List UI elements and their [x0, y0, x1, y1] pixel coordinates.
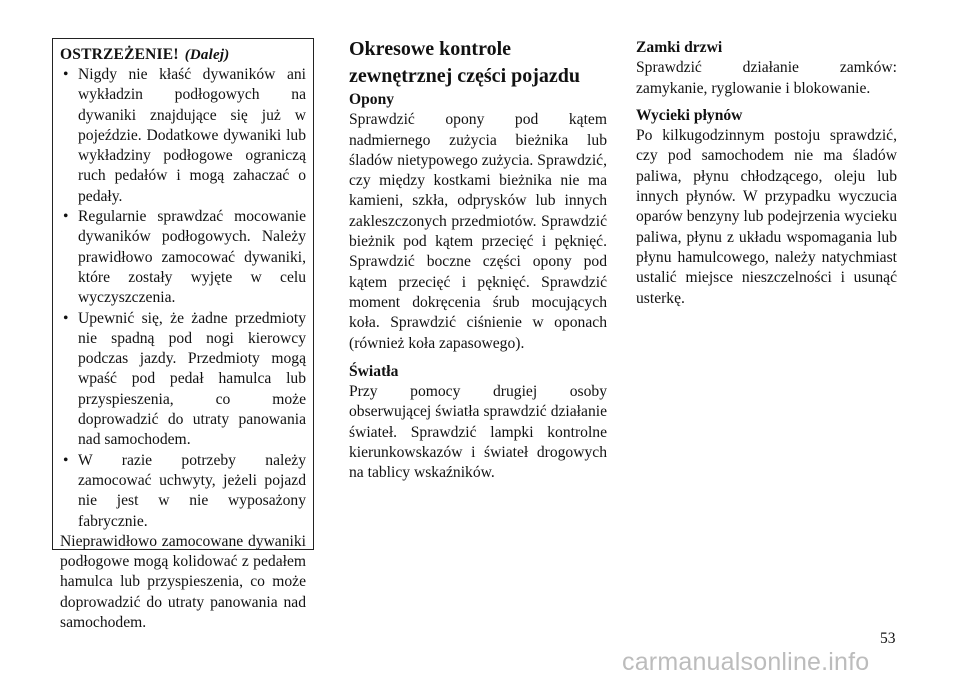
watermark: carmanualsonline.info [622, 648, 870, 676]
locks-heading: Zamki drzwi [636, 39, 723, 56]
warning-bullet: • Nigdy nie kłaść dywaników ani wykładzin podłogowych na dywaniki znajdujące się już w pojeździe. Dodatkowe dywaniki lub wykładziny podłogowe ograniczą ruch pedałów i mogą zahaczać o pedały. [60, 65, 306, 207]
page-number: 53 [880, 630, 896, 647]
warning-bullet: • Regularnie sprawdzać mocowanie dywaników podłogowych. Należy prawidłowo zamocować dywaniki, które zostały wyjęte w celu wyczyszczenia. [60, 207, 306, 308]
warning-closing: Nieprawidłowo zamocowane dywaniki podłogowe mogą kolidować z pedałem hamulca lub przyspieszenia, co może doprowadzić do utraty panowania nad samochodem. [60, 532, 306, 632]
warning-continued: (Dalej) [184, 47, 230, 63]
warning-bullet: • Upewnić się, że żadne przedmioty nie spadną pod nogi kierowcy podczas jazdy. Przedmioty mogą wpaść pod pedał hamulca lub przyspieszenia, co może doprowadzić do utraty panowania nad samochodem. [60, 309, 306, 451]
leaks-text: Po kilkugodzinnym postoju sprawdzić, czy pod samochodem nie ma śladów paliwa, płynu chłodzącego, oleju lub innych płynów. W przypadku wyczucia oparów benzyny lub podejrzenia wycieku paliwa, płynu z układu wspomagania lub płynu hamulcowego, należy natychmiast ustalić miejsce nieszczelności i usunąć usterkę. [636, 127, 897, 307]
lights-heading: Światła [349, 362, 399, 380]
leaks-heading: Wycieki płynów [636, 106, 743, 124]
warning-bullet: • W razie potrzeby należy zamocować uchwyty, jeżeli pojazd nie jest w nie wyposażony fabrycznie. [60, 451, 306, 532]
warning-box [52, 38, 314, 632]
section-title-line1: Okresowe kontrole [349, 38, 512, 60]
tires-text: Sprawdzić opony pod kątem nadmiernego zużycia bieżnika lub śladów nietypowego zużycia. Sprawdzić, czy między kostkami bieżnika nie ma kamieni, szkła, odprysków lub innych zakleszczonych przedmiotów. Sprawdzić bieżnik pod kątem przecięć i pęknięć. Sprawdzić boczne części opony pod kątem przecięć i pęknięć. Sprawdzić moment dokręcenia śrub mocujących koła. Sprawdzić ciśnienie w oponach (również koła zapasowego). [349, 111, 607, 352]
warning-title-text: OSTRZEŻENIE! [60, 46, 179, 63]
locks-text: Sprawdzić działanie zamków: zamykanie, ryglowanie i blokowanie. [636, 59, 897, 97]
section-title-line2: zewnętrznej części pojazdu [349, 65, 581, 87]
warning-bullet-list [60, 65, 306, 532]
lights-text: Przy pomocy drugiej osoby obserwującej światła sprawdzić działanie świateł. Sprawdzić lampki kontrolne kierunkowskazów i świateł drogowych na tablicy wskaźników. [349, 383, 607, 482]
warning-title [60, 45, 306, 65]
section-title [349, 36, 607, 90]
right-column [636, 38, 897, 309]
middle-column [349, 90, 607, 484]
tires-heading: Opony [349, 91, 395, 108]
